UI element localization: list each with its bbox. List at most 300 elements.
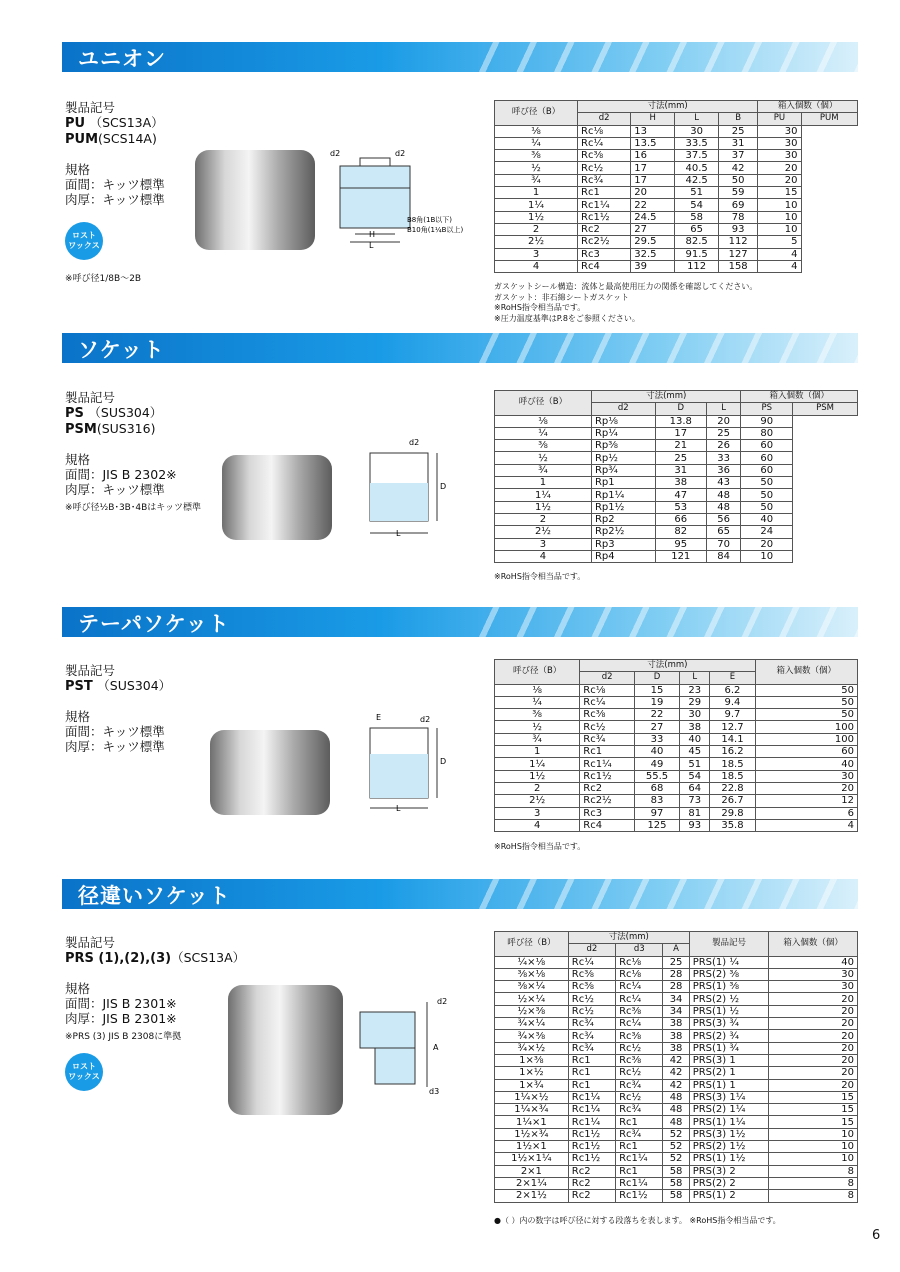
table-cell: 6.2	[710, 684, 755, 696]
table-row	[495, 782, 858, 794]
table-row	[495, 968, 858, 980]
table-cell: 52	[663, 1128, 689, 1140]
table-row	[495, 477, 858, 489]
table-cell: 20	[631, 187, 675, 199]
table-cell: ¼	[495, 696, 580, 708]
section-banner-taper-socket: テーパソケット	[62, 607, 858, 637]
table-cell: Rp1¼	[591, 489, 655, 501]
table-cell: ⅜×⅛	[495, 968, 569, 980]
table-cell: ⅜	[495, 709, 580, 721]
table-row	[495, 1054, 858, 1066]
table-cell: 28	[663, 968, 689, 980]
table-cell: 10	[758, 199, 801, 211]
table-cell: 27	[631, 223, 675, 235]
table-cell: 60	[755, 746, 858, 758]
table-cell: Rc1	[578, 187, 631, 199]
table-cell: 20	[769, 1005, 858, 1017]
table-cell: ¾×¼	[495, 1018, 569, 1030]
table-cell: 60	[741, 440, 793, 452]
table-cell: 34	[663, 993, 689, 1005]
table-cell: 8	[769, 1165, 858, 1177]
table-cell: 29.5	[631, 236, 675, 248]
table-cell: 81	[680, 807, 710, 819]
table-cell: PRS(1) ⅜	[689, 981, 769, 993]
table-cell: 3	[495, 807, 580, 819]
table-cell: 58	[663, 1177, 689, 1189]
table-row	[495, 1091, 858, 1103]
table-cell: Rc2	[580, 782, 635, 794]
table-row	[495, 746, 858, 758]
table-cell: 50	[741, 489, 793, 501]
table-cell: 84	[706, 550, 741, 562]
table-cell: 25	[655, 452, 706, 464]
table-subheader: PSM	[792, 403, 857, 415]
table-cell: 1×½	[495, 1067, 569, 1079]
table-cell: 10	[758, 211, 801, 223]
table-cell: 82	[655, 526, 706, 538]
table-cell: 65	[706, 526, 741, 538]
table-cell: ½×⅜	[495, 1005, 569, 1017]
table-cell: 40	[769, 956, 858, 968]
table-cell: 38	[655, 477, 706, 489]
section-banner-union: ユニオン	[62, 42, 858, 72]
table-cell: PRS(1) ¼	[689, 956, 769, 968]
table-cell: Rc¼	[580, 696, 635, 708]
table-cell: 15	[769, 1104, 858, 1116]
table-cell: 50	[755, 684, 858, 696]
table-cell: Rc1¼	[568, 1116, 615, 1128]
table-cell: 95	[655, 538, 706, 550]
table-cell: 18.5	[710, 758, 755, 770]
table-cell: PRS(2) 2	[689, 1177, 769, 1189]
table-cell: 30	[769, 968, 858, 980]
table-cell: 42	[663, 1054, 689, 1066]
table-cell: 33	[634, 733, 679, 745]
table-cell: PRS(1) ½	[689, 1005, 769, 1017]
page-number: 6	[872, 1228, 881, 1243]
table-cell: Rc1½	[568, 1153, 615, 1165]
table-cell: Rc¾	[616, 1079, 663, 1091]
table-cell: 40	[741, 513, 793, 525]
table-subheader: L	[680, 672, 710, 684]
table-cell: 33.5	[675, 137, 719, 149]
table-cell: 39	[631, 260, 675, 272]
table-cell: 50	[741, 501, 793, 513]
table-cell: 127	[719, 248, 758, 260]
table-cell: 20	[758, 174, 801, 186]
table-cell: 22.8	[710, 782, 755, 794]
table-cell: 43	[706, 477, 741, 489]
table-cell: Rc1¼	[578, 199, 631, 211]
table-cell: Rp1	[591, 477, 655, 489]
table-cell: 20	[769, 1018, 858, 1030]
table-row	[495, 174, 858, 186]
table-cell: Rc⅛	[616, 956, 663, 968]
table-cell: 30	[680, 709, 710, 721]
table-cell: 4	[495, 550, 592, 562]
table-cell: 20	[769, 1054, 858, 1066]
table-cell: 20	[769, 1079, 858, 1091]
svg-text:d2: d2	[409, 438, 420, 447]
table-cell: 17	[631, 174, 675, 186]
table-cell: PRS(2) ½	[689, 993, 769, 1005]
table-cell: ¼×⅛	[495, 956, 569, 968]
svg-text:E: E	[376, 713, 382, 722]
table-cell: Rc¼	[616, 993, 663, 1005]
table-cell: 51	[680, 758, 710, 770]
table-cell: 26	[706, 440, 741, 452]
table-cell: 13	[631, 125, 675, 137]
table-subheader: PU	[758, 113, 801, 125]
table-cell: PRS(2) 1¼	[689, 1104, 769, 1116]
table-cell: 9.4	[710, 696, 755, 708]
table-cell: Rc⅜	[616, 1005, 663, 1017]
table-row	[495, 684, 858, 696]
table-cell: Rc¾	[580, 733, 635, 745]
taper-socket-diagram	[362, 710, 462, 820]
table-cell: 10	[758, 223, 801, 235]
table-cell: Rc¾	[568, 1030, 615, 1042]
table-cell: 27	[634, 721, 679, 733]
table-cell: 58	[663, 1190, 689, 1202]
table-cell: 16	[631, 150, 675, 162]
table-cell: Rc2½	[580, 795, 635, 807]
table-cell: 31	[719, 137, 758, 149]
table-cell: 2×1	[495, 1165, 569, 1177]
taper-socket-table: 呼び径（B） 寸法(mm) 箱入個数（個） d2 D L E ⅛ Rc⅛ 15 23 6.2 50 ¼ Rc¼ 19 29 9.4 50 ⅜ Rc⅜ 22 30 9.7 50 ½ Rc½ 27 38 12.7 100 ¾ Rc¾ 33 40 14.1 100 1 Rc1 40 45 16.2 60 1¼ Rc1¼ 49 51 18.5 40 1½ Rc1½ 55.5 54 18.5 30 2 Rc2 68 64 22.8 20 2½ Rc2½ 83 73 26.7 12 3 Rc3 97 81 29.8 6 4 Rc4 125 93 35.8 4	[494, 659, 858, 832]
table-cell: 15	[634, 684, 679, 696]
table-cell: 1½	[495, 501, 592, 513]
table-cell: 50	[755, 709, 858, 721]
socket-table: 呼び径（B） 寸法(mm) 箱入個数（個） d2 D L PS PSM ⅛ Rp⅛ 13.8 20 90 ¼ Rp¼ 17 25 80 ⅜ Rp⅜ 21 26 60 ½ Rp½ 25 33 60 ¾ Rp¾ 31 36 60 1 Rp1 38 43 50 1¼ Rp1¼ 47 48 50 1½ Rp1½ 53 48 50 2 Rp2 66 56 40 2½ Rp2½ 82 65 24 3 Rp3 95 70 20 4 Rp4 121 84 10	[494, 390, 858, 563]
table-cell: 40.5	[675, 162, 719, 174]
table-cell: 29	[680, 696, 710, 708]
table-row	[495, 440, 858, 452]
table-cell: 22	[631, 199, 675, 211]
table-cell: 52	[663, 1141, 689, 1153]
table-cell: 30	[758, 125, 801, 137]
table-cell: 1×⅜	[495, 1054, 569, 1066]
table-cell: 4	[755, 819, 858, 831]
table-row	[495, 162, 858, 174]
table-cell: 24.5	[631, 211, 675, 223]
table-cell: 1½×1¼	[495, 1153, 569, 1165]
table-cell: 38	[663, 1030, 689, 1042]
table-cell: 51	[675, 187, 719, 199]
table-cell: Rc¼	[578, 137, 631, 149]
table-row	[495, 501, 858, 513]
table-cell: PRS(1) 1¼	[689, 1116, 769, 1128]
table-cell: 42	[663, 1067, 689, 1079]
table-cell: PRS(2) 1½	[689, 1141, 769, 1153]
table-cell: 42.5	[675, 174, 719, 186]
table-cell: 58	[675, 211, 719, 223]
table-cell: 56	[706, 513, 741, 525]
table-cell: Rp1½	[591, 501, 655, 513]
table-cell: PRS(3) 1	[689, 1054, 769, 1066]
table-row	[495, 993, 858, 1005]
table-cell: Rc1½	[616, 1190, 663, 1202]
table-cell: Rc⅜	[616, 1030, 663, 1042]
table-subheader: A	[663, 944, 689, 956]
table-cell: 38	[663, 1042, 689, 1054]
table-cell: 100	[755, 721, 858, 733]
socket-photo	[222, 455, 332, 540]
table-cell: 2	[495, 782, 580, 794]
table-cell: Rc2½	[578, 236, 631, 248]
table-cell: Rc⅛	[580, 684, 635, 696]
table-cell: 1	[495, 187, 578, 199]
table-cell: 50	[755, 696, 858, 708]
table-cell: 20	[755, 782, 858, 794]
union-diagram	[325, 148, 485, 248]
table-cell: 82.5	[675, 236, 719, 248]
table-cell: 35.8	[710, 819, 755, 831]
table-cell: 10	[769, 1153, 858, 1165]
union-photo	[195, 150, 315, 250]
table-cell: 1×¾	[495, 1079, 569, 1091]
table-cell: 40	[634, 746, 679, 758]
table-cell: 2	[495, 513, 592, 525]
table-row	[495, 1079, 858, 1091]
table-cell: 3	[495, 248, 578, 260]
table-cell: 20	[706, 415, 741, 427]
table-cell: Rc1¼	[580, 758, 635, 770]
d2-label-a: d2	[330, 149, 341, 158]
table-cell: 21	[655, 440, 706, 452]
table-cell: Rc2	[568, 1165, 615, 1177]
table-cell: ⅜×¼	[495, 981, 569, 993]
table-cell: 1½	[495, 770, 580, 782]
table-cell: 93	[719, 223, 758, 235]
table-cell: 10	[769, 1128, 858, 1140]
table-cell: 112	[675, 260, 719, 272]
table-row	[495, 211, 858, 223]
table-cell: Rc¼	[568, 956, 615, 968]
table-cell: 50	[741, 477, 793, 489]
table-cell: 47	[655, 489, 706, 501]
table-cell: 40	[755, 758, 858, 770]
table-cell: 37	[719, 150, 758, 162]
table-cell: Rc1¼	[568, 1091, 615, 1103]
table-cell: Rc3	[580, 807, 635, 819]
table-cell: PRS(1) 2	[689, 1190, 769, 1202]
table-cell: 20	[758, 162, 801, 174]
table-cell: Rc1½	[580, 770, 635, 782]
table-row	[495, 513, 858, 525]
table-cell: 1½×¾	[495, 1128, 569, 1140]
table-cell: ½	[495, 721, 580, 733]
table-cell: ½×¼	[495, 993, 569, 1005]
table-cell: Rp4	[591, 550, 655, 562]
table-subheader: d3	[616, 944, 663, 956]
table-subheader: E	[710, 672, 755, 684]
table-cell: Rp3	[591, 538, 655, 550]
table-cell: Rc1	[568, 1079, 615, 1091]
table-cell: Rc⅜	[568, 968, 615, 980]
table-cell: 8	[769, 1190, 858, 1202]
socket-info: 製品記号 PS （SUS304） PSM(SUS316) 規格 面間：JIS B 2302※ 肉厚：キッツ標準 ※呼び径½B･3B･4Bはキッツ標準	[65, 390, 202, 513]
table-row	[495, 770, 858, 782]
table-row	[495, 1018, 858, 1030]
table-row	[495, 260, 858, 272]
table-cell: Rp⅛	[591, 415, 655, 427]
table-cell: Rc½	[580, 721, 635, 733]
table-cell: 30	[758, 150, 801, 162]
table-cell: ⅜	[495, 440, 592, 452]
table-cell: 37.5	[675, 150, 719, 162]
table-cell: Rc2	[578, 223, 631, 235]
table-cell: 15	[769, 1091, 858, 1103]
table-cell: PRS(3) 2	[689, 1165, 769, 1177]
table-cell: 1	[495, 477, 592, 489]
table-cell: ½	[495, 162, 578, 174]
table-cell: Rc⅜	[580, 709, 635, 721]
table-cell: PRS(2) 1	[689, 1067, 769, 1079]
table-cell: 4	[758, 248, 801, 260]
table-cell: 2½	[495, 795, 580, 807]
table-cell: 69	[719, 199, 758, 211]
table-cell: Rc4	[580, 819, 635, 831]
table-cell: 1	[495, 746, 580, 758]
table-subheader: D	[655, 403, 706, 415]
table-row	[495, 1067, 858, 1079]
table-cell: 38	[663, 1018, 689, 1030]
table-cell: 49	[634, 758, 679, 770]
table-cell: 65	[675, 223, 719, 235]
table-cell: 48	[706, 501, 741, 513]
table-row	[495, 709, 858, 721]
table-cell: Rc⅜	[568, 981, 615, 993]
table-cell: 17	[631, 162, 675, 174]
table-row	[495, 236, 858, 248]
table-cell: 48	[663, 1091, 689, 1103]
reducing-socket-note: ●（ ）内の数字は呼び径に対する段落ちを表します。 ※RoHS指令相当品です。	[494, 1216, 781, 1225]
table-cell: Rc1	[568, 1067, 615, 1079]
table-cell: 29.8	[710, 807, 755, 819]
taper-socket-photo	[210, 730, 330, 815]
table-cell: Rc1	[616, 1116, 663, 1128]
table-cell: 25	[706, 427, 741, 439]
table-row	[495, 1177, 858, 1189]
table-cell: 78	[719, 211, 758, 223]
table-cell: 30	[758, 137, 801, 149]
table-cell: 158	[719, 260, 758, 272]
table-cell: 93	[680, 819, 710, 831]
svg-text:L: L	[396, 529, 401, 538]
table-cell: 100	[755, 733, 858, 745]
table-cell: 30	[675, 125, 719, 137]
table-cell: 112	[719, 236, 758, 248]
table-cell: PRS(2) ¾	[689, 1030, 769, 1042]
table-cell: 60	[741, 452, 793, 464]
table-row	[495, 795, 858, 807]
table-cell: 55.5	[634, 770, 679, 782]
reducing-socket-table: 呼び径（B） 寸法(mm) 製品記号 箱入個数（個） d2 d3 A ¼×⅛ Rc¼ Rc⅛ 25 PRS(1) ¼ 40 ⅜×⅛ Rc⅜ Rc⅛ 28 PRS(2) ⅜ 30 ⅜×¼ Rc⅜ Rc¼ 28 PRS(1) ⅜ 30 ½×¼ Rc½ Rc¼ 34 PRS(2) ½ 20 ½×⅜ Rc½ Rc⅜ 34 PRS(1) ½ 20 ¾×¼ Rc¾ Rc¼ 38 PRS(3) ¾ 20 ¾×⅜ Rc¾ Rc⅜ 38 PRS(2) ¾ 20 ¾×½ Rc¾ Rc½ 38 PRS(1) ¾ 20 1×⅜ Rc1 Rc⅜ 42 PRS(3) 1 20 1×½ Rc1 Rc½ 42 PRS(2) 1 20 1×¾ Rc1 Rc¾ 42 PRS(1) 1 20 1¼×½ Rc1¼ Rc½ 48 PRS(3) 1¼ 15 1¼×¾ Rc1¼ Rc¾ 48 PRS(2) 1¼ 15 1¼×1 Rc1¼ Rc1 48 PRS(1) 1¼ 15 1½×¾ Rc1½ Rc¾ 52 PRS(3) 1½ 10 1½×1 Rc1½ Rc1 52 PRS(2) 1½ 10 1½×1¼ Rc1½ Rc1¼ 52 PRS(1) 1½ 10 2×1 Rc2 Rc1 58 PRS(3) 2 8 2×1¼ Rc2 Rc1¼ 58 PRS(2) 2 8 2×1½ Rc2 Rc1½ 58 PRS(1) 2 8	[494, 931, 858, 1203]
table-cell: 4	[495, 260, 578, 272]
reducing-socket-info: 製品記号 PRS (1),(2),(3)（SCS13A） 規格 面間：JIS B 2301※ 肉厚：JIS B 2301※ ※PRS (3) JIS B 2308に準拠 ロスト ワックス	[65, 935, 245, 1091]
table-subheader: H	[631, 113, 675, 125]
table-cell: Rc1	[616, 1165, 663, 1177]
table-cell: 68	[634, 782, 679, 794]
socket-note: ※RoHS指令相当品です。	[494, 572, 586, 581]
table-cell: 13.5	[631, 137, 675, 149]
table-cell: 70	[706, 538, 741, 550]
table-cell: 15	[758, 187, 801, 199]
table-row	[495, 733, 858, 745]
table-row	[495, 807, 858, 819]
table-cell: ⅛	[495, 415, 592, 427]
table-row	[495, 1005, 858, 1017]
table-cell: ¾	[495, 464, 592, 476]
b-label-1: B8角(1B以下)	[407, 216, 452, 224]
reducing-socket-photo	[228, 985, 343, 1115]
table-subheader: d2	[580, 672, 635, 684]
table-cell: ¼	[495, 427, 592, 439]
table-cell: 59	[719, 187, 758, 199]
table-cell: 9.7	[710, 709, 755, 721]
table-cell: 60	[741, 464, 793, 476]
table-cell: ¾	[495, 733, 580, 745]
table-cell: Rp¾	[591, 464, 655, 476]
table-row	[495, 981, 858, 993]
svg-text:d3: d3	[429, 1087, 440, 1096]
table-row	[495, 758, 858, 770]
table-cell: ⅛	[495, 125, 578, 137]
taper-socket-note: ※RoHS指令相当品です。	[494, 842, 586, 851]
table-row	[495, 415, 858, 427]
table-subheader: L	[706, 403, 741, 415]
table-cell: 12	[755, 795, 858, 807]
table-cell: PRS(2) ⅜	[689, 968, 769, 980]
table-cell: Rc1¼	[616, 1177, 663, 1189]
table-row	[495, 1165, 858, 1177]
table-row	[495, 1116, 858, 1128]
table-row	[495, 125, 858, 137]
table-cell: 20	[769, 1067, 858, 1079]
table-row	[495, 526, 858, 538]
table-cell: 66	[655, 513, 706, 525]
table-cell: 25	[663, 956, 689, 968]
table-cell: Rc¾	[616, 1104, 663, 1116]
table-cell: Rp½	[591, 452, 655, 464]
table-cell: Rc½	[616, 1042, 663, 1054]
table-cell: 64	[680, 782, 710, 794]
table-row	[495, 550, 858, 562]
table-row	[495, 248, 858, 260]
section-banner-socket: ソケット	[62, 333, 858, 363]
svg-text:D: D	[440, 482, 447, 491]
table-cell: Rc1¼	[568, 1104, 615, 1116]
table-cell: 15	[769, 1116, 858, 1128]
table-cell: Rc½	[616, 1067, 663, 1079]
table-cell: 14.1	[710, 733, 755, 745]
table-cell: Rc4	[578, 260, 631, 272]
table-cell: 2	[495, 223, 578, 235]
table-cell: ½	[495, 452, 592, 464]
table-cell: Rc3	[578, 248, 631, 260]
table-cell: 45	[680, 746, 710, 758]
table-cell: 30	[769, 981, 858, 993]
table-cell: 1¼×1	[495, 1116, 569, 1128]
table-subheader: PS	[741, 403, 793, 415]
table-subheader: L	[675, 113, 719, 125]
table-cell: 4	[758, 260, 801, 272]
table-subheader: d2	[591, 403, 655, 415]
table-cell: PRS(3) ¾	[689, 1018, 769, 1030]
table-cell: 4	[495, 819, 580, 831]
table-cell: 6	[755, 807, 858, 819]
